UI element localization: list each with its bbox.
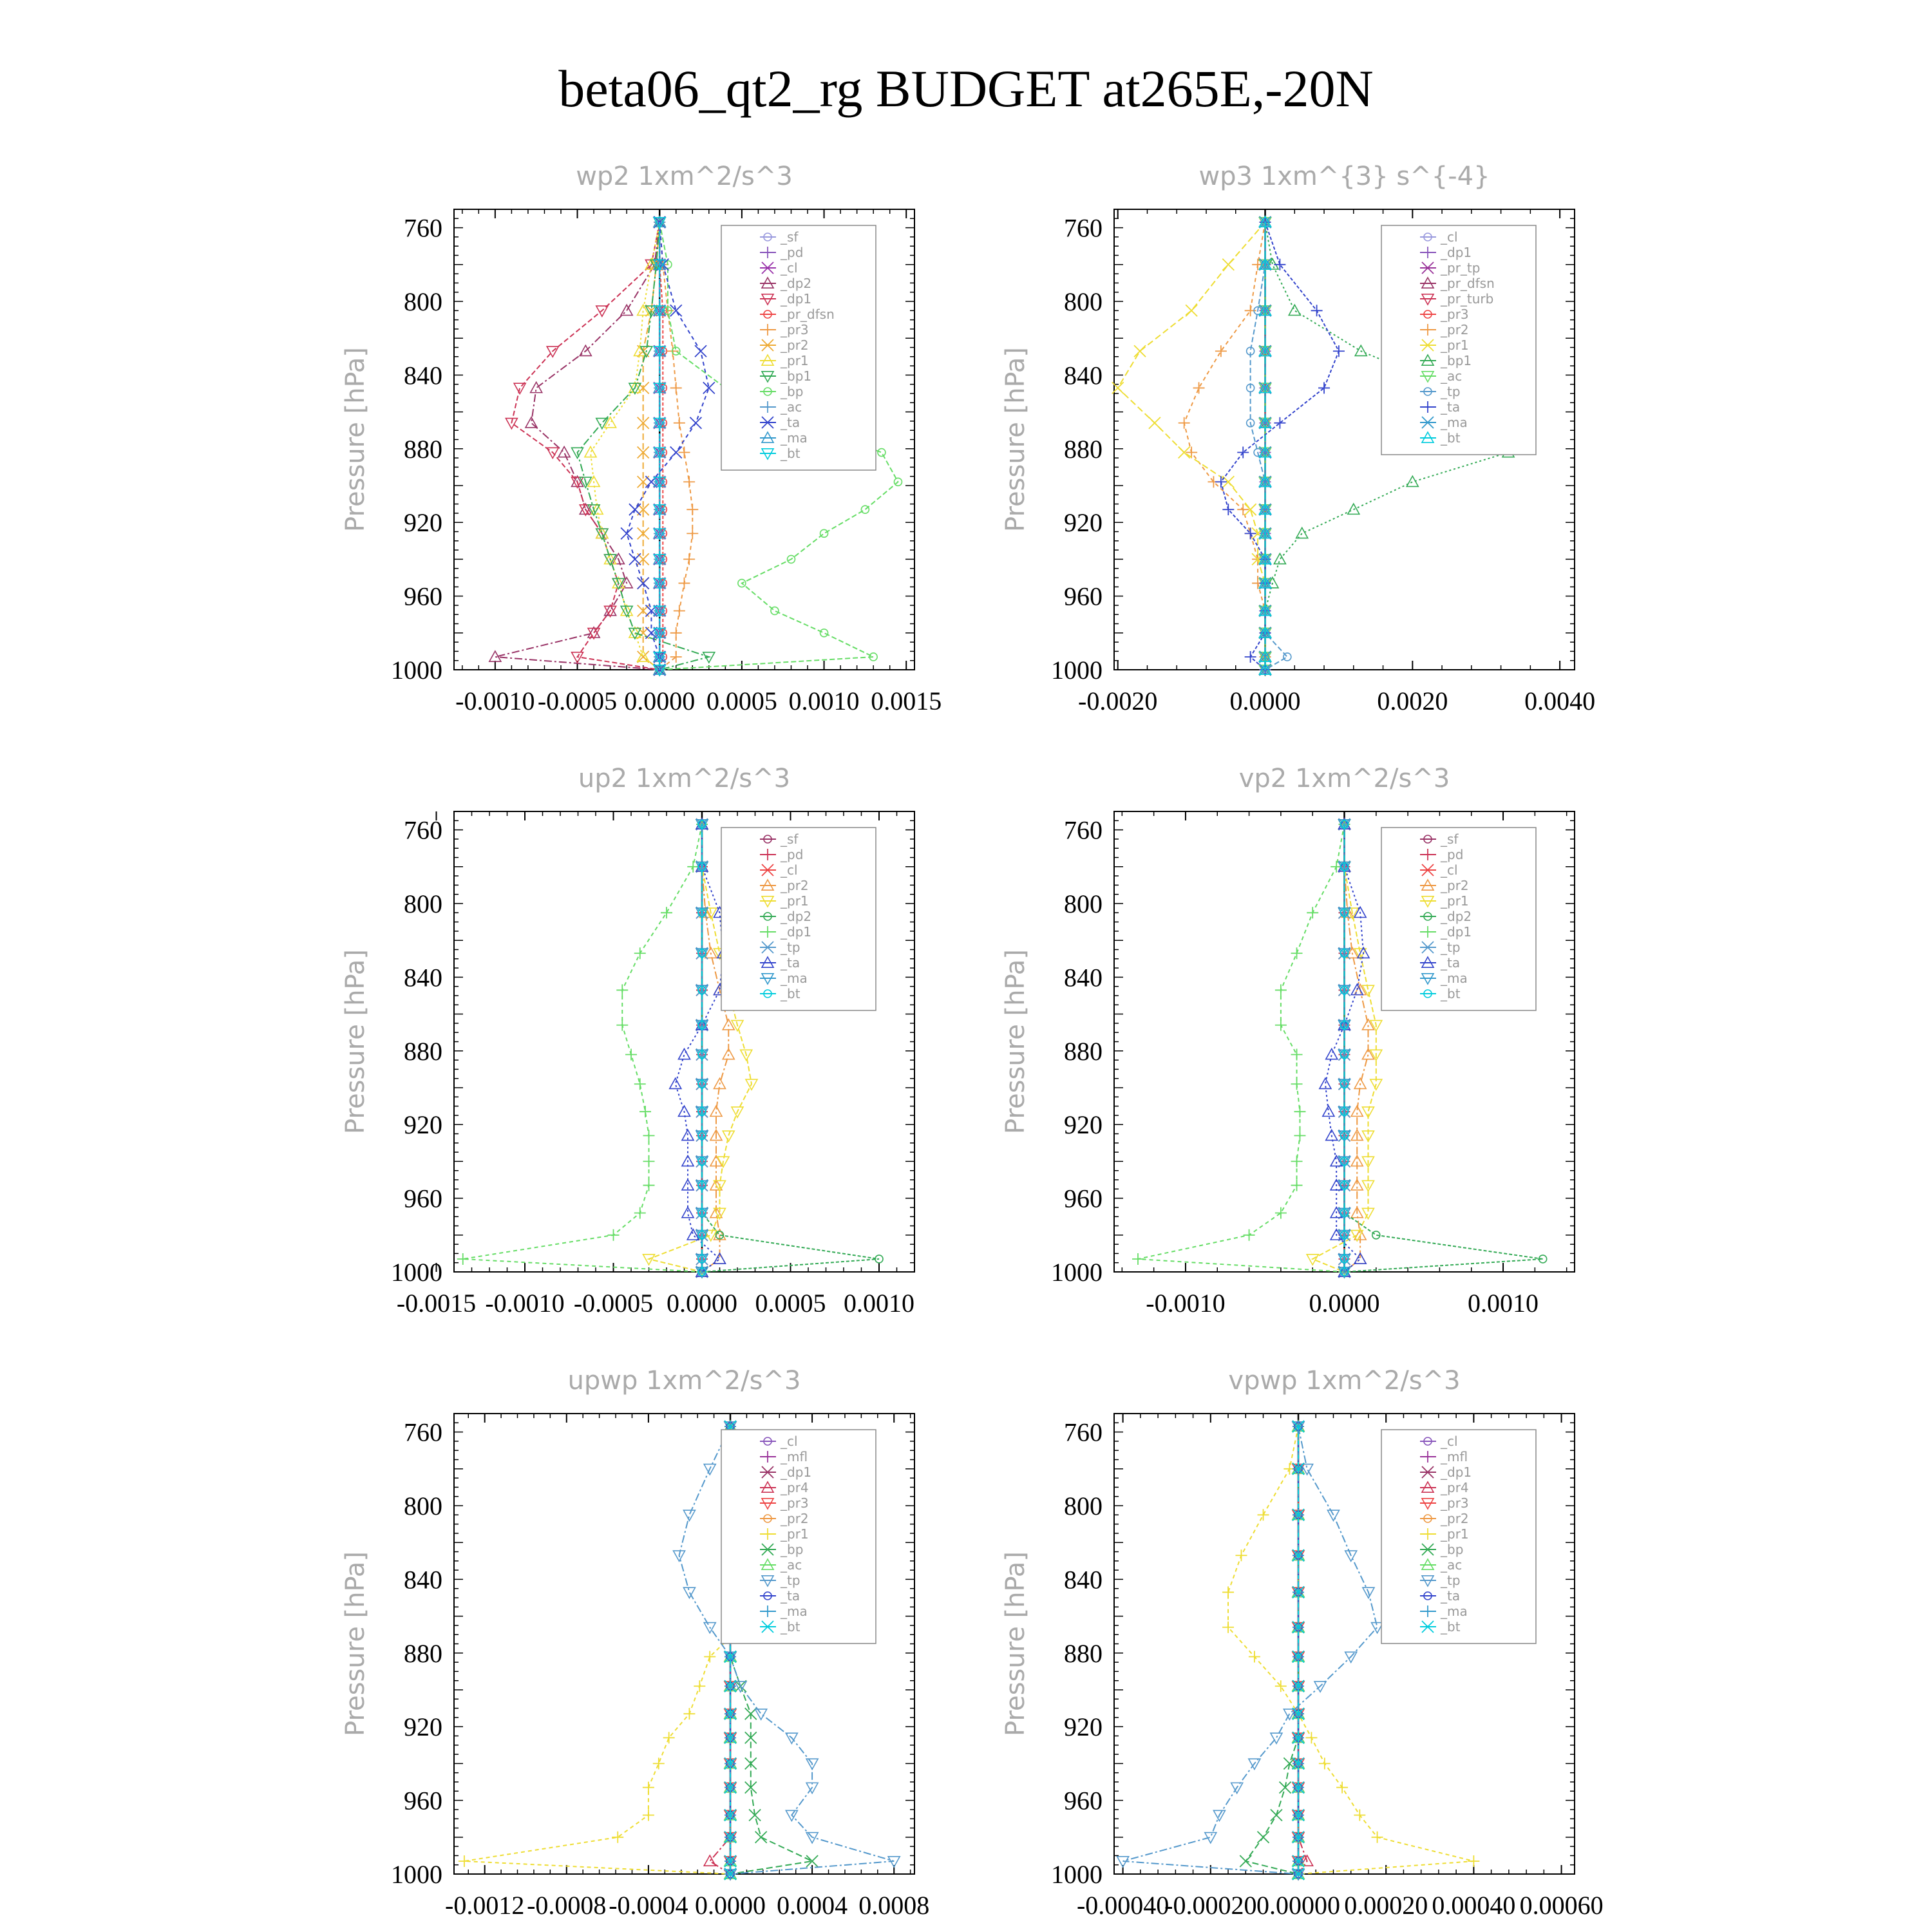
data-point	[1294, 1106, 1305, 1117]
y-tick-label: 960	[404, 1184, 442, 1213]
legend-entry: _pr2	[781, 337, 809, 353]
y-tick-label: 760	[404, 213, 442, 243]
legend-entry: _ac	[1441, 368, 1463, 384]
data-point	[695, 345, 706, 357]
y-tick-label: 1000	[391, 656, 442, 685]
y-tick-label: 800	[1064, 1492, 1103, 1520]
data-point	[634, 947, 646, 959]
legend-entry: _pr3	[781, 322, 809, 337]
series-line	[511, 222, 659, 670]
x-tick-label: -0.0015	[396, 1289, 477, 1318]
legend-entry: _bt	[781, 1619, 800, 1634]
legend-entry: _pr_dfsn	[781, 307, 835, 322]
data-point	[1245, 305, 1256, 316]
y-tick-label: 840	[404, 1565, 442, 1595]
data-point	[1275, 1019, 1287, 1031]
data-point	[1179, 417, 1190, 429]
legend-entry: _ac	[781, 399, 802, 415]
data-point	[679, 1049, 690, 1059]
panel-title: wp3 1xm^{3} s^{-4}	[1198, 162, 1490, 191]
data-point	[682, 1207, 694, 1217]
y-tick-label: 840	[1064, 963, 1103, 992]
legend-entry: _bp	[1441, 1542, 1464, 1557]
y-tick-label: 800	[404, 1492, 442, 1520]
data-point	[1134, 345, 1146, 357]
series-pr1	[1112, 216, 1271, 676]
series-line	[1123, 1426, 1378, 1874]
legend-entry: _dp2	[781, 276, 812, 291]
legend-entry: _ta	[1441, 399, 1461, 415]
x-tick-label: -0.0004	[609, 1891, 688, 1920]
series-line	[1345, 824, 1368, 1272]
data-point	[1289, 305, 1300, 315]
legend-entry: _tp	[781, 1573, 800, 1588]
data-point	[1240, 1855, 1251, 1867]
legend-entry: _ta	[1441, 955, 1461, 971]
figure-title: beta06_qt2_rg BUDGET at265E,-20N	[558, 59, 1374, 118]
y-tick-label: 760	[1064, 1417, 1103, 1447]
data-point	[661, 907, 672, 918]
y-tick-label: 880	[404, 434, 442, 464]
data-point	[638, 527, 649, 539]
data-point	[670, 382, 682, 393]
legend-entry: _sf	[1441, 831, 1459, 847]
legend-entry: _cl	[781, 1434, 798, 1449]
data-point	[1222, 1586, 1234, 1598]
legend-entry: _ta	[1441, 1588, 1461, 1604]
legend-entry: _cl	[781, 260, 798, 276]
legend-entry: _bp1	[1441, 353, 1472, 368]
y-tick-label: 840	[1064, 1565, 1103, 1595]
data-point	[643, 1130, 655, 1141]
data-point	[1354, 1809, 1365, 1821]
legend-entry: _cl	[1441, 1434, 1458, 1449]
legend-entry: _sf	[781, 831, 799, 847]
legend-entry: _pr1	[1441, 893, 1469, 909]
y-tick-label: 960	[404, 582, 442, 611]
data-point	[1271, 1809, 1282, 1821]
data-point	[457, 1253, 469, 1265]
series-line	[1298, 1426, 1307, 1874]
x-tick-label: 0.0000	[624, 687, 696, 715]
data-point	[1283, 653, 1291, 661]
data-point	[861, 506, 869, 513]
data-point	[687, 504, 698, 515]
legend-entry: _cl	[1441, 862, 1458, 878]
y-tick-label: 880	[1064, 1036, 1103, 1066]
series-line	[659, 222, 692, 670]
data-point	[820, 529, 828, 537]
data-point	[1327, 1510, 1339, 1520]
y-tick-label: 920	[404, 1712, 442, 1742]
series-line	[1138, 824, 1345, 1272]
x-tick-label: -0.00020	[1164, 1891, 1257, 1920]
series-pr2	[1179, 216, 1271, 676]
y-tick-label: 880	[1064, 1638, 1103, 1668]
data-point	[670, 1078, 681, 1088]
y-tick-label: 920	[404, 508, 442, 538]
data-point	[1336, 1782, 1348, 1794]
legend-entry: _dp2	[1441, 909, 1472, 924]
legend-entry: _bt	[781, 446, 800, 461]
data-point	[1244, 1229, 1255, 1241]
x-tick-label: 0.0000	[1229, 687, 1301, 715]
data-point	[1333, 345, 1345, 357]
panel-5	[341, 1366, 929, 1920]
y-tick-label: 960	[1064, 582, 1103, 611]
data-point	[670, 627, 682, 639]
legend-entry: _mfl	[781, 1449, 808, 1464]
data-point	[683, 476, 695, 488]
panel-title: wp2 1xm^2/s^3	[576, 162, 793, 191]
data-point	[629, 553, 641, 565]
data-point	[1235, 1549, 1247, 1561]
y-tick-label: 1000	[1051, 1258, 1103, 1287]
y-tick-label: 760	[1064, 213, 1103, 243]
x-tick-label: -0.0010	[455, 687, 535, 715]
data-point	[1275, 1207, 1287, 1218]
legend-entry: _ac	[781, 1557, 802, 1573]
data-point	[1294, 1130, 1305, 1141]
data-point	[612, 1832, 623, 1843]
legend-entry: _dp1	[781, 291, 812, 307]
legend	[1381, 225, 1536, 455]
y-tick-label: 1000	[391, 1860, 442, 1889]
data-point	[653, 1757, 665, 1769]
data-point	[679, 578, 690, 589]
data-point	[755, 1709, 767, 1719]
x-tick-label: 0.0005	[755, 1289, 826, 1318]
legend-entry: _pr2	[1441, 1511, 1469, 1526]
data-point	[1372, 1832, 1383, 1843]
data-point	[1275, 1680, 1287, 1692]
data-point	[629, 504, 641, 515]
legend-entry: _bp	[781, 1542, 804, 1557]
data-point	[1291, 1049, 1303, 1061]
legend-entry: _pr1	[781, 893, 809, 909]
data-point	[1280, 1782, 1291, 1794]
y-tick-label: 800	[1064, 287, 1103, 316]
data-point	[755, 1832, 767, 1843]
data-point	[670, 651, 682, 663]
series-dp1	[1132, 819, 1350, 1278]
data-point	[703, 382, 715, 393]
data-point	[621, 527, 632, 539]
data-point	[643, 1180, 655, 1191]
data-point	[558, 447, 570, 457]
legend-entry: _dp1	[1441, 924, 1472, 940]
x-tick-label: 0.0010	[1468, 1289, 1539, 1318]
data-point	[674, 605, 685, 616]
panel-3	[341, 764, 914, 1318]
data-point	[625, 1049, 637, 1061]
data-point	[683, 553, 695, 565]
y-tick-label: 920	[1064, 1110, 1103, 1140]
data-point	[1149, 417, 1160, 429]
y-tick-label: 840	[404, 963, 442, 992]
panel-title: upwp 1xm^2/s^3	[567, 1366, 801, 1396]
y-tick-label: 760	[404, 815, 442, 845]
series-dp1	[506, 218, 665, 676]
legend-entry: _bt	[1441, 430, 1461, 446]
legend-entry: _pd	[781, 245, 804, 260]
y-tick-label: 840	[1064, 361, 1103, 390]
legend-entry: _tp	[1441, 1573, 1461, 1588]
y-tick-label: 960	[1064, 1184, 1103, 1213]
data-point	[878, 449, 886, 457]
legend-entry: _pr1	[1441, 1526, 1469, 1542]
series-line	[643, 222, 660, 670]
panel-title: vp2 1xm^2/s^3	[1238, 764, 1450, 793]
x-tick-label: -0.0012	[445, 1891, 525, 1920]
legend-entry: _pr2	[1441, 878, 1469, 893]
x-tick-label: -0.0010	[485, 1289, 565, 1318]
panel-title: vpwp 1xm^2/s^3	[1228, 1366, 1461, 1396]
data-point	[820, 629, 828, 637]
data-point	[1305, 1732, 1317, 1743]
data-point	[643, 1155, 655, 1167]
y-axis-label: Pressure [hPa]	[1001, 347, 1030, 532]
data-point	[1215, 345, 1227, 357]
legend-entry: _bp1	[781, 368, 812, 384]
x-tick-label: 0.0015	[871, 687, 942, 715]
series-line	[495, 222, 659, 670]
data-point	[771, 607, 779, 614]
series-line	[463, 824, 702, 1272]
legend-entry: _pr2	[781, 1511, 809, 1526]
legend-entry: _pd	[781, 847, 804, 862]
data-point	[1319, 1757, 1331, 1769]
legend-entry: _pr1	[1441, 337, 1469, 353]
x-tick-label: -0.0010	[1146, 1289, 1226, 1318]
data-point	[687, 527, 698, 539]
legend-entry: _bt	[1441, 1619, 1461, 1634]
legend-entry: _ma	[1441, 415, 1468, 430]
x-tick-label: 0.0010	[844, 1289, 914, 1318]
x-tick-label: 0.0005	[706, 687, 777, 715]
legend-entry: _sf	[781, 229, 799, 245]
data-point	[634, 1078, 646, 1090]
y-tick-label: 1000	[1051, 656, 1103, 685]
y-tick-label: 800	[404, 889, 442, 918]
x-tick-label: 0.00040	[1432, 1891, 1516, 1920]
legend-entry: _pr4	[1441, 1480, 1469, 1495]
data-point	[643, 1809, 654, 1821]
legend-entry: _tp	[1441, 384, 1461, 399]
legend-entry: _pd	[1441, 847, 1464, 862]
x-tick-label: -0.0008	[527, 1891, 607, 1920]
legend-entry: _ta	[781, 955, 800, 971]
legend-entry: _ma	[1441, 1604, 1468, 1619]
legend	[721, 225, 876, 470]
series-line	[1251, 222, 1287, 670]
legend-entry: _ac	[1441, 1557, 1463, 1573]
y-tick-label: 760	[1064, 815, 1103, 845]
legend-entry: _cl	[781, 862, 798, 878]
data-point	[745, 1757, 757, 1769]
data-point	[643, 1782, 654, 1794]
legend-entry: _dp1	[1441, 1464, 1472, 1480]
legend-entry: _pr3	[781, 1495, 809, 1511]
x-tick-label: 0.0000	[695, 1891, 766, 1920]
legend-entry: _mfl	[1441, 1449, 1468, 1464]
data-point	[1274, 259, 1285, 270]
data-point	[639, 1106, 651, 1117]
series-line	[1221, 222, 1339, 670]
series-line	[627, 222, 709, 670]
legend-entry: _ta	[781, 415, 800, 430]
legend-entry: _ta	[781, 1588, 800, 1604]
legend-entry: _ma	[781, 430, 808, 446]
data-point	[1132, 1253, 1144, 1265]
series-dp1	[457, 819, 708, 1278]
data-point	[1275, 984, 1287, 996]
series-line	[1184, 222, 1265, 670]
legend-entry: _dp1	[781, 1464, 812, 1480]
y-tick-label: 800	[1064, 889, 1103, 918]
data-point	[1237, 447, 1249, 459]
x-tick-label: -0.00040	[1076, 1891, 1170, 1920]
y-axis-label: Pressure [hPa]	[341, 1551, 370, 1736]
data-point	[723, 1131, 734, 1141]
data-point	[1291, 1180, 1303, 1191]
data-point	[1318, 382, 1330, 393]
series-line	[1118, 222, 1265, 670]
data-point	[683, 1510, 695, 1520]
y-tick-label: 1000	[391, 1258, 442, 1287]
data-point	[1222, 259, 1234, 270]
panel-2	[1001, 162, 1595, 715]
y-tick-label: 880	[404, 1638, 442, 1668]
x-tick-label: -0.0005	[537, 687, 618, 715]
x-tick-label: 0.0020	[1377, 687, 1448, 715]
legend-entry: _pr1	[781, 1526, 809, 1542]
data-point	[674, 417, 685, 429]
y-axis-label: Pressure [hPa]	[1001, 1551, 1030, 1736]
data-point	[638, 651, 649, 663]
x-tick-label: -0.0020	[1078, 687, 1158, 715]
data-point	[616, 1019, 628, 1031]
panel-title: up2 1xm^2/s^3	[578, 764, 791, 793]
data-point	[1291, 947, 1303, 959]
data-point	[1291, 1078, 1303, 1090]
panel-4	[1001, 764, 1575, 1318]
y-tick-label: 920	[404, 1110, 442, 1140]
legend	[1381, 1430, 1536, 1643]
x-tick-label: 0.0000	[1309, 1289, 1380, 1318]
legend	[721, 828, 876, 1010]
data-point	[638, 382, 649, 393]
legend-entry: _pr_tp	[1441, 260, 1481, 276]
data-point	[1258, 1509, 1269, 1520]
data-point	[1326, 1049, 1338, 1059]
panel-1	[341, 162, 942, 715]
legend-entry: _ma	[781, 971, 808, 986]
data-point	[694, 1680, 705, 1692]
legend-entry: _pr3	[1441, 1495, 1469, 1511]
series-line	[1245, 1426, 1298, 1874]
y-tick-label: 1000	[1051, 1860, 1103, 1889]
data-point	[459, 1855, 470, 1867]
y-tick-label: 880	[404, 1036, 442, 1066]
data-point	[1222, 504, 1234, 515]
x-tick-label: -0.0005	[573, 1289, 654, 1318]
y-tick-label: 800	[404, 287, 442, 316]
y-tick-label: 960	[1064, 1786, 1103, 1815]
y-tick-label: 880	[1064, 434, 1103, 464]
legend-entry: _bp	[781, 384, 804, 399]
legend-entry: _dp1	[781, 924, 812, 940]
x-tick-label: 0.00000	[1256, 1891, 1340, 1920]
y-tick-label: 920	[1064, 508, 1103, 538]
data-point	[1296, 527, 1308, 538]
data-point	[1186, 305, 1197, 316]
legend-entry: _bt	[781, 986, 800, 1001]
y-axis-label: Pressure [hPa]	[1001, 949, 1030, 1134]
data-point	[616, 984, 628, 996]
legend-entry: _pr_turb	[1441, 291, 1494, 307]
data-point	[1193, 382, 1205, 393]
y-tick-label: 960	[404, 1786, 442, 1815]
series-dp2	[489, 216, 665, 674]
panel-6	[1001, 1366, 1604, 1920]
data-point	[1274, 417, 1285, 429]
x-tick-label: 0.0008	[858, 1891, 930, 1920]
series-line	[676, 824, 723, 1272]
legend-entry: _pr2	[1441, 322, 1469, 337]
y-axis-label: Pressure [hPa]	[341, 949, 370, 1134]
data-point	[690, 417, 701, 429]
legend-entry: _tp	[1441, 940, 1461, 955]
legend	[1381, 828, 1536, 1010]
x-tick-label: 0.00060	[1519, 1891, 1604, 1920]
x-tick-label: 0.0010	[788, 687, 860, 715]
series-tp	[1247, 218, 1291, 674]
x-tick-label: 0.0004	[777, 1891, 848, 1920]
legend-entry: _pr1	[781, 353, 809, 368]
legend-entry: _bt	[1441, 986, 1461, 1001]
data-point	[1307, 907, 1318, 918]
legend-entry: _pr2	[781, 878, 809, 893]
legend-entry: _tp	[781, 940, 800, 955]
legend	[721, 1430, 876, 1643]
legend-entry: _pr4	[781, 1480, 809, 1495]
y-tick-label: 760	[404, 1417, 442, 1447]
legend-entry: _pr3	[1441, 307, 1469, 322]
data-point	[1468, 1855, 1479, 1867]
y-tick-label: 920	[1064, 1712, 1103, 1742]
legend-entry: _ma	[781, 1604, 808, 1619]
x-tick-label: 0.00020	[1344, 1891, 1428, 1920]
y-axis-label: Pressure [hPa]	[341, 347, 370, 532]
x-tick-label: 0.0000	[667, 1289, 737, 1318]
legend-entry: _dp2	[781, 909, 812, 924]
series-ta	[1215, 216, 1345, 676]
y-tick-label: 840	[404, 361, 442, 390]
data-point	[1291, 1155, 1303, 1167]
legend-entry: _ma	[1441, 971, 1468, 986]
legend-entry: _pr_dfsn	[1441, 276, 1495, 291]
data-point	[1258, 1832, 1269, 1843]
legend-entry: _dp1	[1441, 245, 1472, 260]
legend-entry: _cl	[1441, 229, 1458, 245]
x-tick-label: 0.0040	[1524, 687, 1596, 715]
